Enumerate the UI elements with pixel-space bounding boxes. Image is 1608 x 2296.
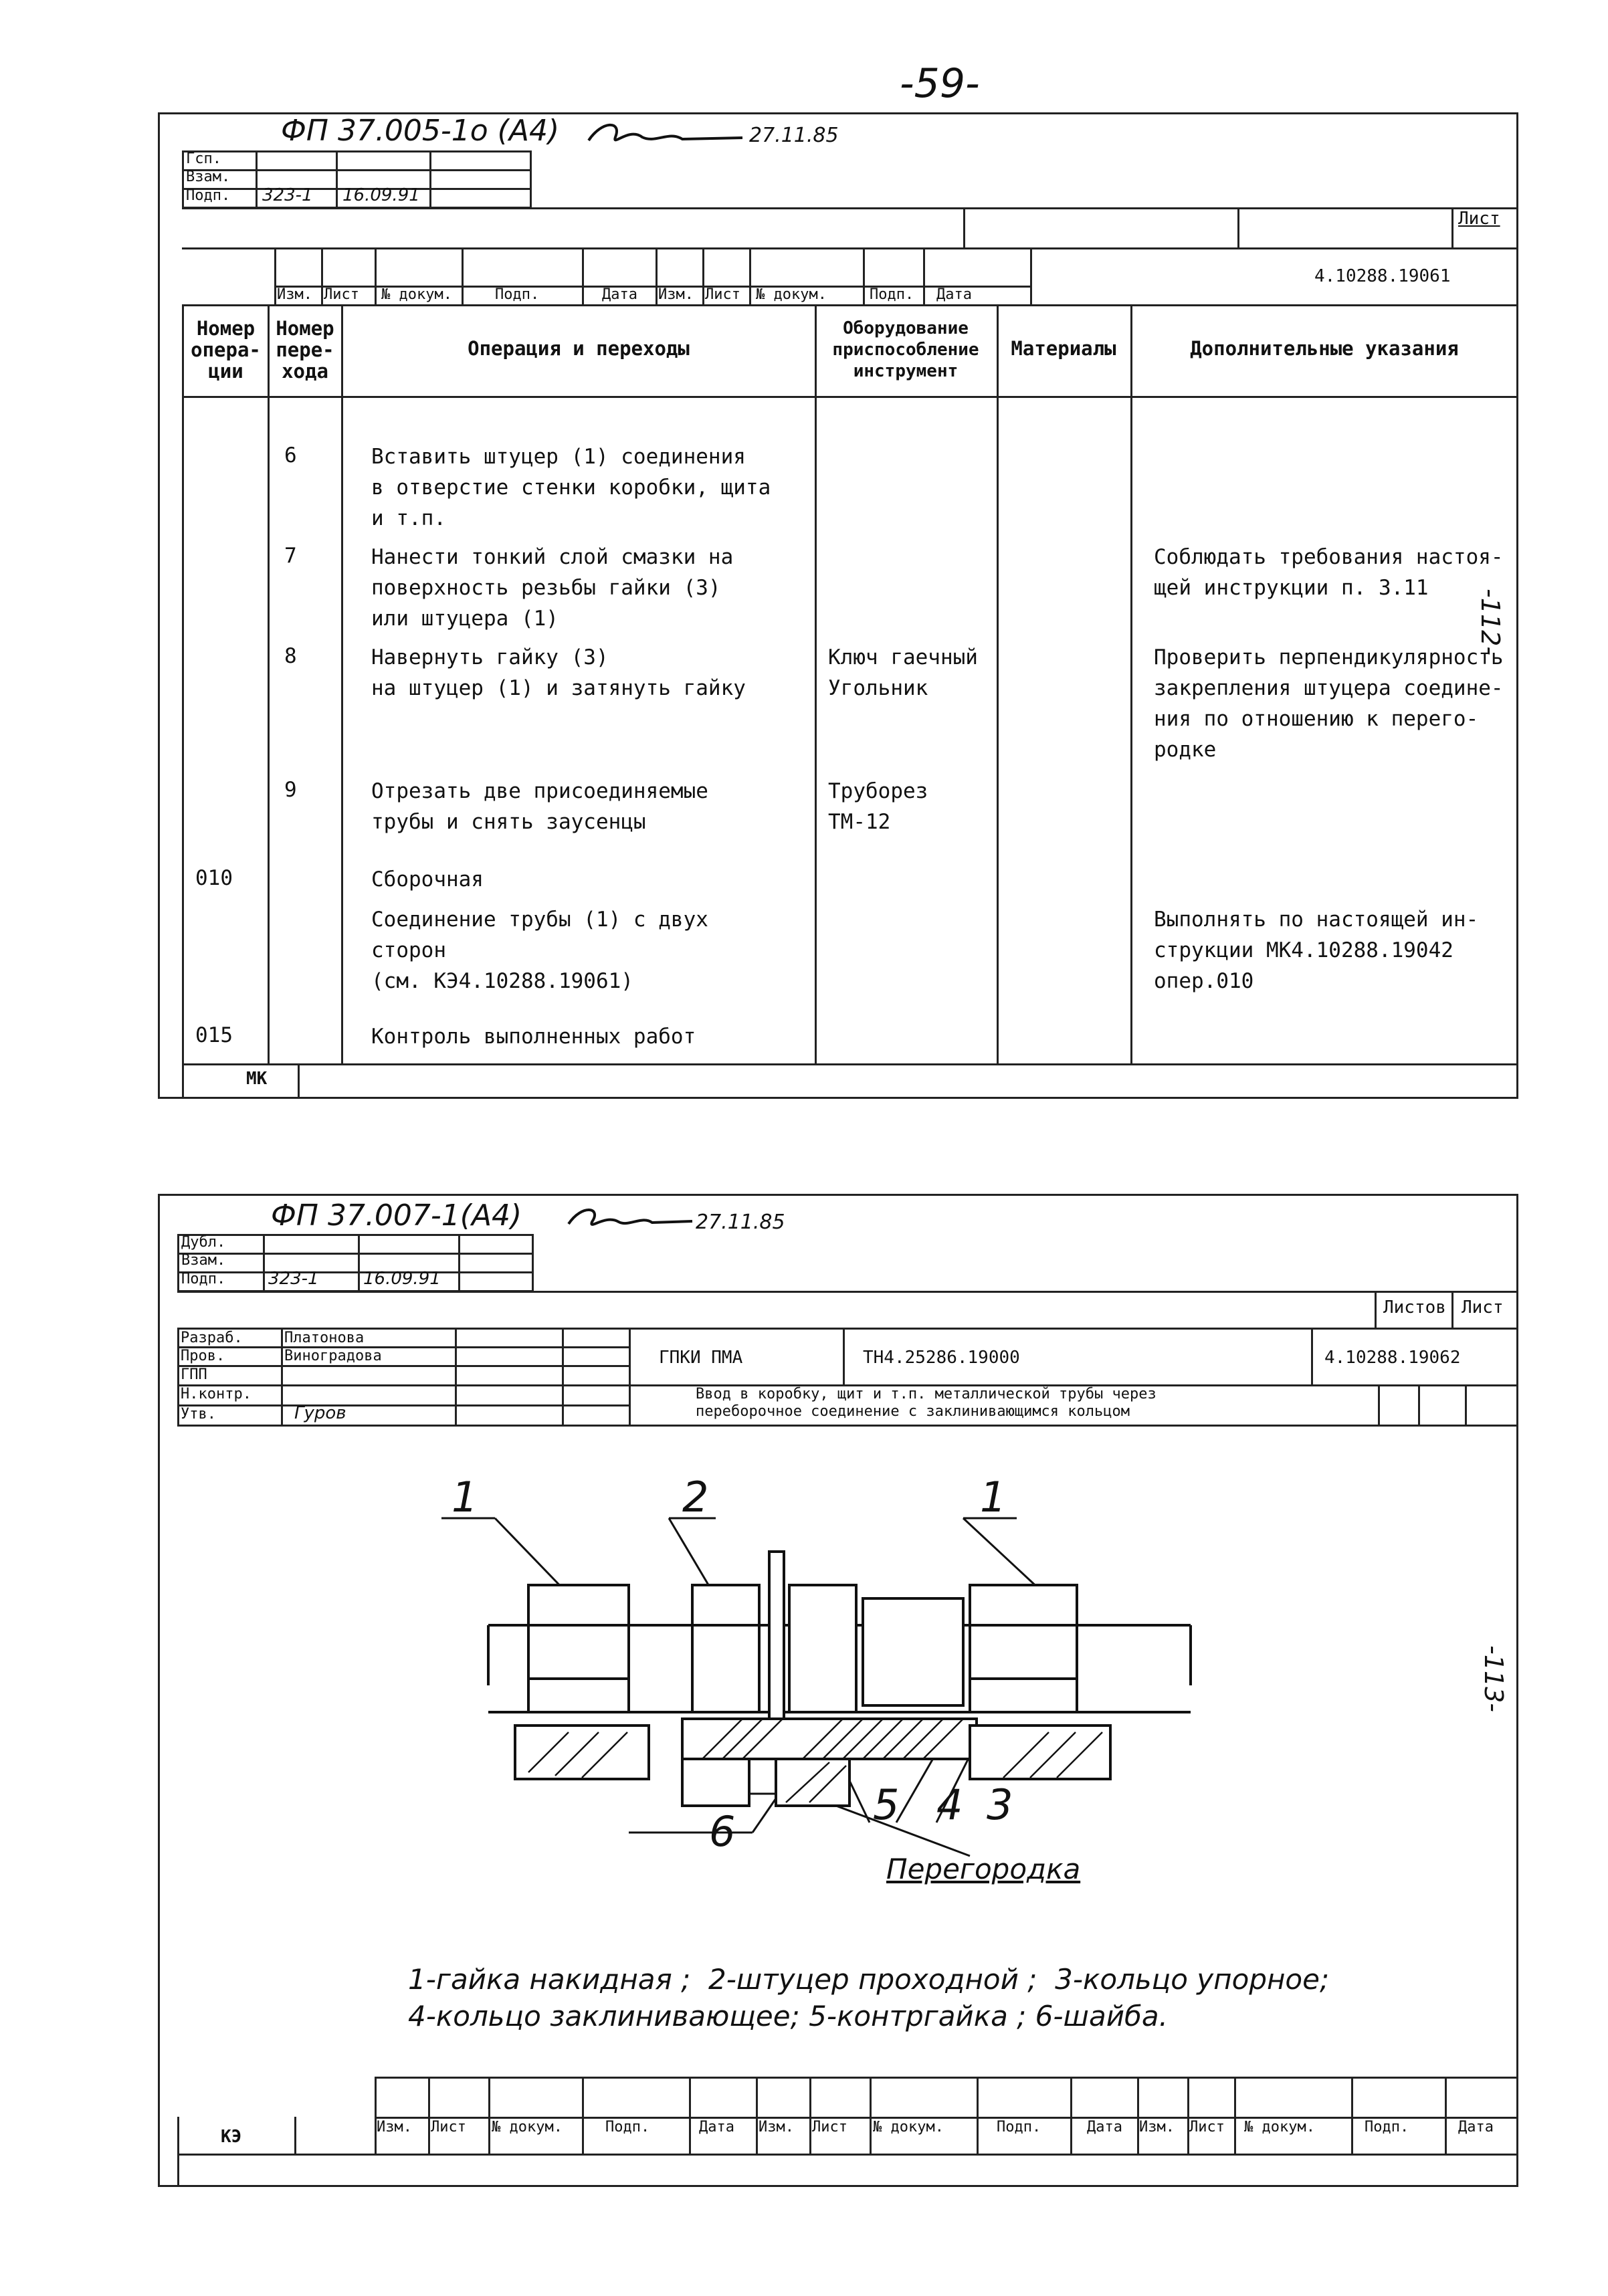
rev-h-6: Изм. xyxy=(658,286,694,303)
stamp-area xyxy=(177,1234,532,1291)
operation-text: Соединение трубы (1) с двух сторон (см. КЭ4.10288.19061) xyxy=(371,908,708,993)
operation-text: Вставить штуцер (1) соединения в отверстие стенки коробки, щита и т.п. xyxy=(371,445,771,530)
stamp-sign-value: 323-1 xyxy=(268,1269,319,1289)
fitting-drawing xyxy=(401,1458,1271,1886)
legend-line-1: 1-гайка накидная ; 2-штуцер проходной ; 3-кольцо упорное; xyxy=(408,1963,1330,1996)
equipment-text: Ключ гаечный Угольник xyxy=(828,645,978,700)
sheet-label: Лист xyxy=(1462,1297,1504,1318)
note-text: Выполнять по настоящей ин- струкции МК4.10288.19042 опер.010 xyxy=(1154,908,1479,993)
operation-text: Нанести тонкий слой смазки на поверхность резьбы гайки (3) или штуцера (1) xyxy=(371,545,734,631)
col-equipment: Оборудование приспособление инструмент xyxy=(832,318,979,381)
page-number: -59- xyxy=(900,60,980,107)
partition-label: Перегородка xyxy=(886,1853,1081,1885)
note-text: Соблюдать требования настоя- щей инструкции п. 3.11 xyxy=(1154,545,1504,600)
rev-h-8: № докум. xyxy=(756,286,827,303)
rev-h-4: Подп. xyxy=(495,286,540,303)
callout-3: 3 xyxy=(987,1780,1013,1829)
operation-text: Навернуть гайку (3) на штуцер (1) и затянуть гайку xyxy=(371,645,746,700)
stamp-inv-label: Взам. xyxy=(186,169,231,185)
stamp-subst-label: Гсп. xyxy=(186,150,221,167)
rev-h-11: Изм. xyxy=(1139,2119,1175,2135)
callout-6: 6 xyxy=(709,1807,736,1856)
rev-h-2: Лист xyxy=(431,2119,466,2135)
side-page-number: -113- xyxy=(1479,1645,1508,1712)
footer-code: КЭ xyxy=(221,2127,242,2147)
equipment-text: Труборез ТМ-12 xyxy=(828,779,928,834)
col-operations: Операция и переходы xyxy=(468,337,690,360)
callout-4: 4 xyxy=(936,1780,963,1829)
role-label: Разраб. xyxy=(181,1330,243,1346)
signature-date: 27.11.85 xyxy=(749,124,839,147)
rev-h-10: Дата xyxy=(936,286,972,303)
sheets-label: Листов xyxy=(1383,1297,1446,1318)
rev-h-5: Дата xyxy=(699,2119,734,2135)
tn-code: ТН4.25286.19000 xyxy=(863,1348,1020,1368)
doc-code: 4.10288.19061 xyxy=(1314,266,1451,286)
stamp-sign-label: Подп. xyxy=(181,1271,226,1287)
signature xyxy=(562,1201,696,1237)
rev-h-3: № докум. xyxy=(381,286,452,303)
col-op-no: Номер опера- ции xyxy=(191,317,261,383)
form-code: ФП 37.007-1(А4) xyxy=(271,1198,522,1233)
footer-code: МК xyxy=(246,1069,268,1089)
operation-number: 010 xyxy=(195,866,233,890)
step-number: 6 xyxy=(284,443,297,467)
doc-code: 4.10288.19062 xyxy=(1324,1348,1461,1368)
stamp-sign-date: 16.09.91 xyxy=(363,1269,441,1289)
rev-h-7: Лист xyxy=(812,2119,847,2135)
rev-h-9: Подп. xyxy=(997,2119,1041,2135)
stamp-dup-label: Дубл. xyxy=(181,1234,226,1251)
stamp-area xyxy=(182,150,530,207)
stamp-sign-value: 323-1 xyxy=(262,185,313,205)
operation-text: Сборочная xyxy=(371,867,484,892)
rev-h-3: № докум. xyxy=(492,2119,563,2135)
rev-h-6: Изм. xyxy=(759,2119,794,2135)
rev-h-7: Лист xyxy=(705,286,740,303)
col-step-no: Номер пере- хода xyxy=(276,317,334,383)
role-label: Утв. xyxy=(181,1406,216,1423)
rev-h-1: Изм. xyxy=(277,286,312,303)
rev-h-4: Подп. xyxy=(605,2119,650,2135)
step-number: 9 xyxy=(284,778,297,802)
callout-1-right: 1 xyxy=(980,1473,1007,1522)
step-number: 7 xyxy=(284,544,297,568)
role-name: Гуров xyxy=(294,1403,346,1423)
operation-text: Отрезать две присоединяемые трубы и снять заусенцы xyxy=(371,779,708,834)
note-text: Проверить перпендикулярность закрепления штуцера соедине- ния по отношению к перего- родке xyxy=(1154,645,1504,762)
role-label: Н.контр. xyxy=(181,1386,252,1402)
legend-line-2: 4-кольцо заклинивающее; 5-контргайка ; 6-шайба. xyxy=(408,2000,1169,2032)
col-notes: Дополнительные указания xyxy=(1190,337,1459,360)
org-name: ГПКИ ПМА xyxy=(659,1348,743,1368)
rev-h-1: Изм. xyxy=(377,2119,412,2135)
rev-h-15: Дата xyxy=(1458,2119,1494,2135)
form-code: ФП 37.005-1о (А4) xyxy=(281,114,560,148)
stamp-inv-label: Взам. xyxy=(181,1252,226,1269)
role-name: Виноградова xyxy=(284,1348,382,1364)
signature xyxy=(582,114,756,154)
rev-h-9: Подп. xyxy=(870,286,914,303)
role-label: Пров. xyxy=(181,1348,225,1364)
rev-h-12: Лист xyxy=(1189,2119,1225,2135)
role-label: ГПП xyxy=(181,1366,207,1383)
doc-description: Ввод в коробку, щит и т.п. металлической трубы через переборочное соединение с заклинивающимся кольцом xyxy=(696,1386,1157,1420)
rev-h-14: Подп. xyxy=(1365,2119,1409,2135)
col-materials: Материалы xyxy=(1011,337,1116,360)
signature-date: 27.11.85 xyxy=(696,1211,785,1234)
stamp-sign-label: Подп. xyxy=(186,187,231,204)
callout-1-left: 1 xyxy=(451,1473,478,1522)
rev-h-5: Дата xyxy=(602,286,637,303)
rev-h-13: № докум. xyxy=(1244,2119,1315,2135)
rev-h-8: № докум. xyxy=(873,2119,944,2135)
callout-5: 5 xyxy=(873,1780,900,1829)
sheet-label: Лист xyxy=(1458,209,1500,229)
rev-h-2: Лист xyxy=(324,286,359,303)
step-number: 8 xyxy=(284,644,297,668)
side-page-number: -112- xyxy=(1476,589,1505,655)
rev-h-10: Дата xyxy=(1087,2119,1122,2135)
callout-2: 2 xyxy=(682,1473,709,1522)
operation-number: 015 xyxy=(195,1023,233,1047)
stamp-sign-date: 16.09.91 xyxy=(342,185,420,205)
role-name: Платонова xyxy=(284,1330,365,1346)
operation-text: Контроль выполненных работ xyxy=(371,1025,696,1049)
